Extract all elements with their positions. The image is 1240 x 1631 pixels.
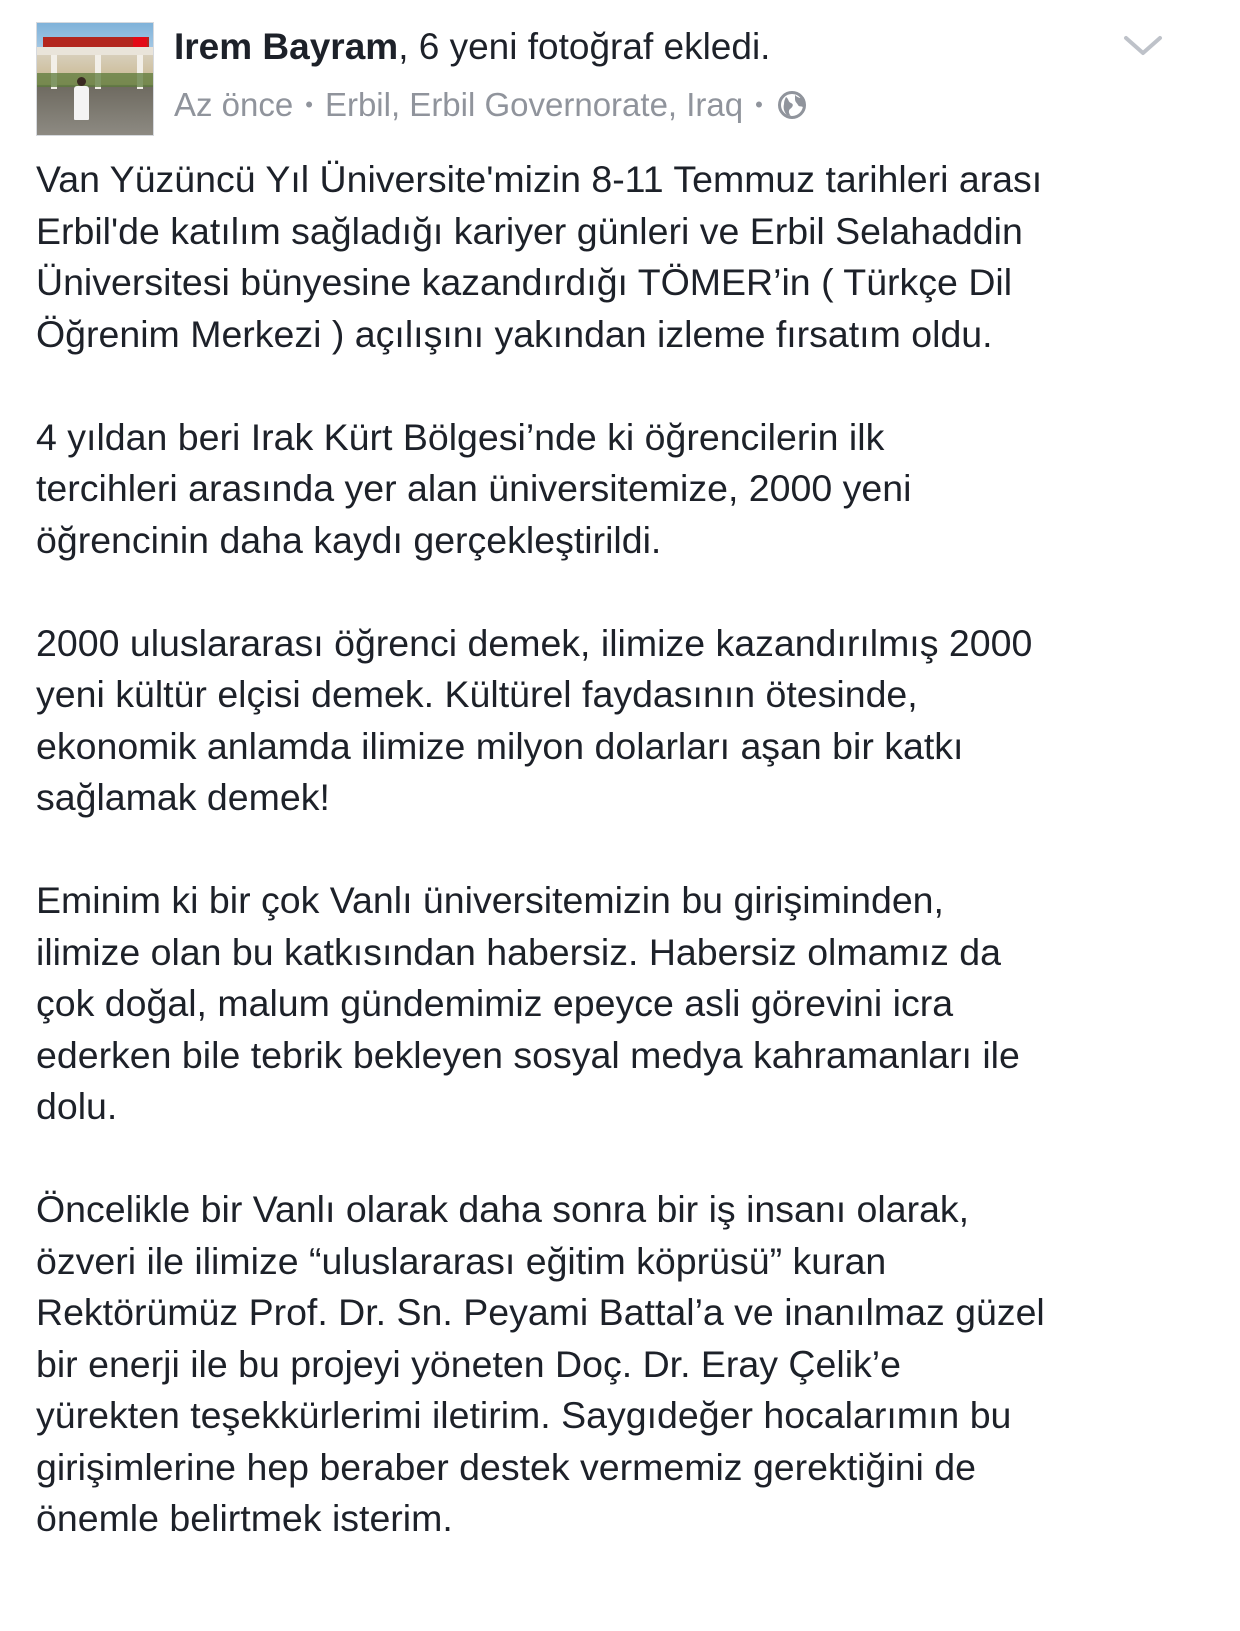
post-header <box>0 0 1240 150</box>
avatar-flag <box>133 37 147 47</box>
post-location[interactable]: Erbil, Erbil Governorate, Iraq <box>324 86 744 123</box>
globe-icon[interactable] <box>777 90 807 120</box>
avatar-person <box>77 77 86 86</box>
avatar-roof <box>37 47 154 55</box>
author-name-link[interactable]: Irem Bayram <box>174 26 399 67</box>
profile-avatar[interactable] <box>36 22 154 136</box>
meta-separator: • <box>755 92 763 117</box>
post-paragraph: 4 yıldan beri Irak Kürt Bölgesi’nde ki öğrencilerin ilk tercihleri arasında yer alan üniversitemize, 2000 yeni öğrencinin daha kaydı gerçekleştirildi. <box>36 415 912 561</box>
post-paragraph: Van Yüzüncü Yıl Üniversite'mizin 8-11 Temmuz tarihleri arası Erbil'de katılım sağladığı kariyer günleri ve Erbil Selahaddin Üniversitesi bünyesine kazandırdığı TÖMER’in ( Türkçe Dil Öğrenim Merkezi ) açılışını yakından izleme fırsatım oldu. <box>36 158 1043 355</box>
meta-separator: • <box>305 92 313 117</box>
avatar-person-body <box>74 86 89 120</box>
post-paragraph: Eminim ki bir çok Vanlı üniversitemizin bu girişiminden, ilimize olan bu katkısından habersiz. Habersiz olmamız da çok doğal, malum gündemimiz epeyce asli görevini icra ederken bile tebrik bekleyen sosyal medya kahramanları ile dolu. <box>36 879 1020 1127</box>
chevron-down-icon[interactable] <box>1122 30 1164 60</box>
post-paragraph: Öncelikle bir Vanlı olarak daha sonra bir iş insanı olarak, özveri ile ilimize “uluslararası eğitim köprüsü” kuran Rektörümüz Prof. Dr. Sn. Peyami Battal’a ve inanılmaz güzel bir enerji ile bu projeyi yöneten Doç. Dr. Eray Çelik’e yürekten teşekkürlerimi iletirim. Saygıdeğer hocalarımın bu girişimlerine hep beraber destek vermemiz gerektiğini de önemle belirtmek isterim. <box>36 1188 1045 1539</box>
post-timestamp[interactable]: Az önce <box>174 86 294 123</box>
author-line <box>174 24 770 70</box>
post-paragraph: 2000 uluslararası öğrenci demek, ilimize kazandırılmış 2000 yeni kültür elçisi demek. Kültürel faydasının ötesinde, ekonomik anlamda ilimize milyon dolarları aşan bir katkı sağlamak demek! <box>36 621 1033 818</box>
post-action-text: , 6 yeni fotoğraf ekledi. <box>398 26 771 67</box>
post-body <box>36 154 1226 1545</box>
post-meta <box>174 84 807 126</box>
avatar-trees <box>37 73 154 87</box>
